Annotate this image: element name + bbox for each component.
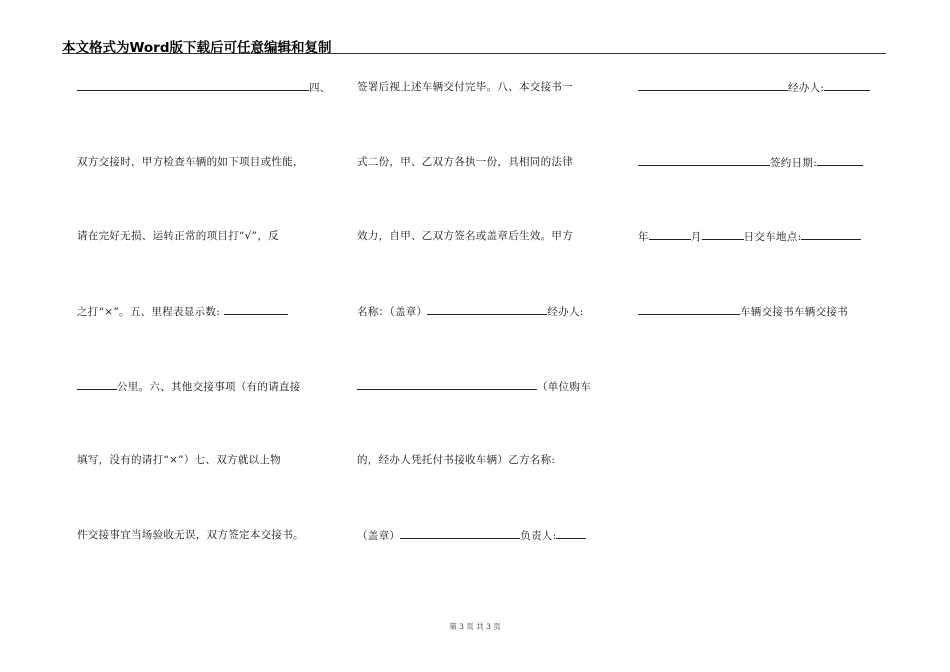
fill-blank — [801, 228, 861, 240]
col1-line-2: 双方交接时，甲方检查车辆的如下项目或性能， — [77, 156, 304, 168]
line-text: 年 — [638, 231, 649, 243]
col1-line-5 — [77, 378, 301, 394]
fill-blank — [638, 154, 770, 166]
col2-line-7 — [357, 527, 586, 543]
col1-line-6: 填写，没有的请打“×”）七、双方就以上物 — [77, 454, 282, 466]
line-text: 经办人: — [788, 82, 825, 94]
col2-line-2: 式二份，甲、乙双方各执一份，具相同的法律 — [357, 156, 573, 168]
col1-line-7: 件交接事宜当场验收无误，双方签定本交接书。 — [77, 529, 304, 541]
line-text: 车辆交接书车辆交接书 — [740, 306, 848, 318]
col3-line-3 — [638, 228, 861, 244]
col2-line-4 — [357, 303, 584, 319]
header-rule — [62, 53, 886, 54]
line-text: 公里。六、其他交接事项（有的请直接 — [117, 381, 301, 393]
col3-line-4 — [638, 303, 848, 319]
fill-blank — [77, 79, 309, 91]
col3-line-1 — [638, 79, 870, 95]
fill-blank — [77, 378, 117, 390]
col1-line-3: 请在完好无损、运转正常的项目打“√”，反 — [77, 230, 279, 242]
fill-blank — [556, 527, 586, 539]
col1-line-1 — [77, 79, 331, 95]
line-text: 签约日期: — [770, 157, 818, 169]
fill-blank — [400, 527, 520, 539]
line-text: 月 — [690, 231, 702, 243]
fill-blank — [817, 154, 863, 166]
col2-line-6: 的，经办人凭托付书接收车辆）乙方名称: — [357, 454, 556, 466]
col2-line-1: 签署后视上述车辆交付完毕。八、本交接书一 — [357, 81, 573, 93]
document-header: 本文格式为Word版下载后可任意编辑和复制 — [62, 40, 332, 56]
line-text: 名称：（盖章） — [357, 306, 428, 318]
line-text: 四、 — [309, 82, 331, 94]
fill-blank — [638, 79, 788, 91]
line-text: （单位购车 — [537, 381, 591, 393]
col3-line-2 — [638, 154, 863, 170]
col2-line-3: 效力，自甲、乙双方签名或盖章后生效。甲方 — [357, 230, 573, 242]
fill-blank — [427, 303, 547, 315]
fill-blank — [224, 303, 288, 315]
line-text: 经办人: — [547, 306, 584, 318]
fill-blank — [638, 303, 740, 315]
line-text: （盖章） — [357, 530, 401, 542]
fill-blank — [357, 378, 537, 390]
col2-line-5 — [357, 378, 591, 394]
fill-blank — [649, 228, 691, 240]
fill-blank — [824, 79, 870, 91]
line-text: 负责人: — [520, 530, 557, 542]
page-footer: 第 3 页 共 3 页 — [449, 622, 501, 631]
fill-blank — [702, 228, 744, 240]
line-text: 日交车地点: — [743, 231, 802, 243]
line-text: 之打“×”。五、里程表显示数: — [77, 306, 221, 318]
col1-line-4 — [77, 303, 288, 319]
